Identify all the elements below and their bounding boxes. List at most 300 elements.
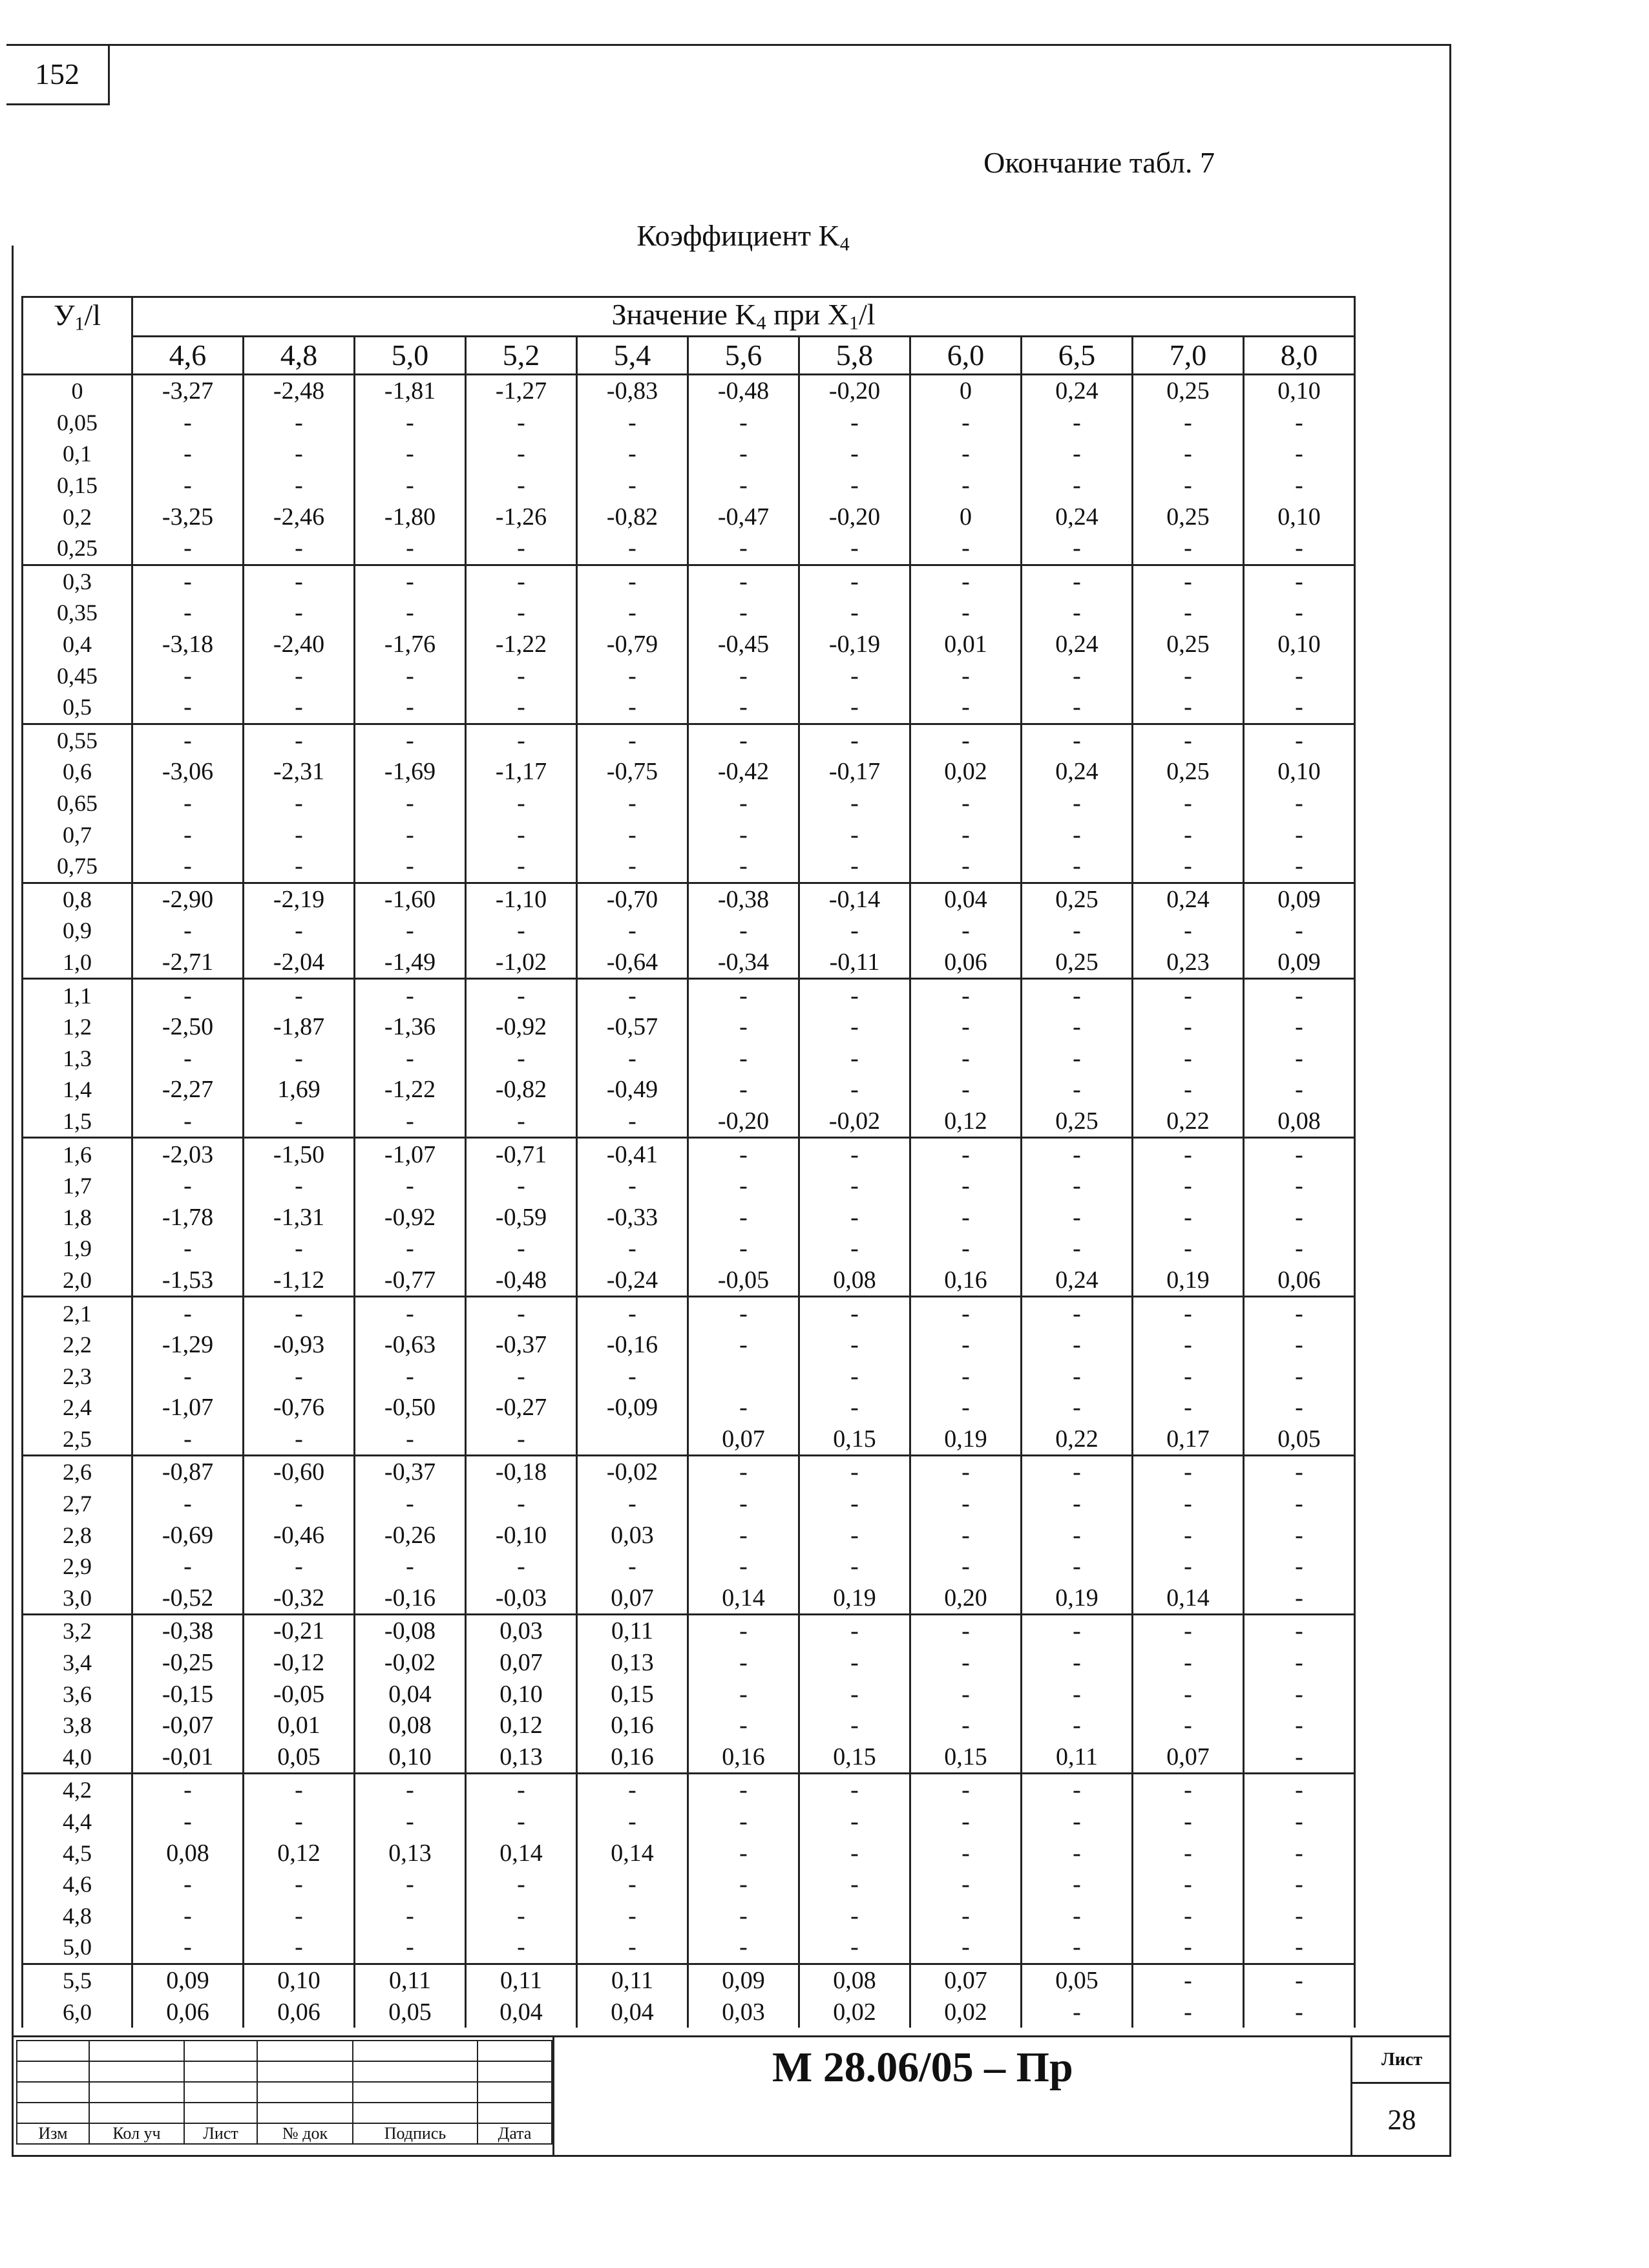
k4-value-cell: 0,25 — [1133, 501, 1244, 532]
k4-value-cell: - — [355, 660, 466, 691]
table-title — [582, 218, 905, 255]
k4-value-cell: - — [910, 850, 1022, 883]
stamp-row — [17, 2082, 552, 2103]
y-ratio-cell: 4,4 — [23, 1806, 132, 1838]
k4-value-cell: - — [244, 407, 355, 439]
k4-value-cell: 0,25 — [1133, 375, 1244, 407]
k4-value-cell: - — [910, 470, 1022, 501]
k4-value-cell: - — [688, 565, 799, 597]
k4-value-cell: - — [577, 470, 688, 501]
k4-value-cell: - — [1022, 565, 1133, 597]
k4-value-cell: - — [1022, 407, 1133, 439]
k4-value-cell: 0,13 — [466, 1741, 577, 1774]
table-row — [23, 1931, 1355, 1964]
k4-value-cell: - — [244, 660, 355, 691]
k4-value-cell: 0,07 — [1133, 1741, 1244, 1774]
k4-value-cell: -1,27 — [466, 375, 577, 407]
k4-value-cell: 0,05 — [1022, 1964, 1133, 1996]
k4-value-cell: - — [466, 470, 577, 501]
k4-value-cell: - — [355, 1042, 466, 1074]
k4-value-cell: 0,22 — [1022, 1423, 1133, 1456]
k4-value-cell: - — [1133, 1138, 1244, 1170]
k4-value-cell: - — [799, 1297, 910, 1329]
x-ratio-column-header: 7,0 — [1133, 337, 1244, 375]
k4-value-cell: - — [244, 565, 355, 597]
k4-value-cell: -1,29 — [132, 1329, 244, 1361]
k4-value-cell: -0,07 — [132, 1710, 244, 1741]
k4-value-cell: 0,24 — [1022, 1265, 1133, 1297]
k4-value-cell: 0,11 — [577, 1615, 688, 1647]
k4-value-cell: -0,05 — [688, 1265, 799, 1297]
k4-value-cell: - — [244, 1869, 355, 1900]
k4-value-cell: -2,40 — [244, 629, 355, 660]
k4-value-cell: 0,12 — [910, 1106, 1022, 1138]
k4-value-cell: - — [1244, 1233, 1355, 1265]
y-header-tail: /l — [84, 299, 101, 331]
x-ratio-column-header: 6,5 — [1022, 337, 1133, 375]
table-row — [23, 1011, 1355, 1043]
k4-value-cell: - — [1244, 1710, 1355, 1741]
y-ratio-cell: 3,0 — [23, 1582, 132, 1615]
k4-value-cell: -1,12 — [244, 1265, 355, 1297]
k4-value-cell: - — [799, 1201, 910, 1233]
k4-value-cell: - — [244, 915, 355, 947]
k4-value-cell: - — [1244, 1170, 1355, 1202]
k4-value-cell: - — [910, 1900, 1022, 1932]
k4-value-cell: - — [688, 850, 799, 883]
k4-value-cell: - — [799, 660, 910, 691]
k4-value-cell: - — [577, 660, 688, 691]
k4-value-cell: - — [355, 1551, 466, 1582]
k4-value-cell: 0,04 — [466, 1996, 577, 2028]
k4-value-cell: - — [1022, 915, 1133, 947]
k4-value-cell: - — [1022, 1138, 1133, 1170]
k4-value-cell: - — [355, 1488, 466, 1520]
k4-value-cell: - — [577, 850, 688, 883]
k4-value-cell: - — [799, 1647, 910, 1679]
table-row — [23, 1900, 1355, 1932]
k4-value-cell: - — [132, 1869, 244, 1900]
k4-value-cell: 0,10 — [1244, 375, 1355, 407]
k4-value-cell: - — [910, 1615, 1022, 1647]
k4-value-cell: -0,15 — [132, 1678, 244, 1710]
k4-value-cell: - — [355, 532, 466, 565]
k4-value-cell: - — [1133, 1329, 1244, 1361]
table-row — [23, 1741, 1355, 1774]
value-header-mid: при X — [766, 298, 850, 331]
table-row — [23, 850, 1355, 883]
k4-value-cell: - — [1022, 1011, 1133, 1043]
sheet-number: 28 — [1387, 2103, 1416, 2136]
table-row — [23, 470, 1355, 501]
k4-value-cell: - — [244, 691, 355, 724]
k4-value-cell: - — [799, 1360, 910, 1392]
y-ratio-cell: 2,9 — [23, 1551, 132, 1582]
k4-value-cell: - — [1133, 1678, 1244, 1710]
table-row — [23, 1678, 1355, 1710]
table-row — [23, 1074, 1355, 1106]
k4-value-cell: - — [1244, 1297, 1355, 1329]
k4-value-cell: - — [132, 850, 244, 883]
y-ratio-cell: 5,5 — [23, 1964, 132, 1996]
k4-value-cell: - — [1244, 1741, 1355, 1774]
k4-value-cell: 0,05 — [244, 1741, 355, 1774]
k4-value-cell: -1,07 — [355, 1138, 466, 1170]
k4-value-cell: - — [1022, 850, 1133, 883]
y-ratio-cell: 2,4 — [23, 1392, 132, 1423]
k4-value-cell: 0,24 — [1022, 756, 1133, 788]
k4-value-cell: - — [466, 819, 577, 850]
k4-value-cell: - — [688, 1392, 799, 1423]
k4-value-cell: - — [1244, 1392, 1355, 1423]
y-ratio-cell: 0,6 — [23, 756, 132, 788]
y-ratio-cell: 1,2 — [23, 1011, 132, 1043]
k4-value-cell: - — [1022, 788, 1133, 819]
k4-value-cell: - — [1244, 1011, 1355, 1043]
stamp-labels-row — [17, 2123, 552, 2144]
k4-value-cell: - — [1244, 1806, 1355, 1838]
k4-value-cell: - — [577, 1297, 688, 1329]
table-title-text: Коэффициент K — [636, 219, 840, 252]
y-ratio-cell: 0 — [23, 375, 132, 407]
k4-value-cell: - — [910, 565, 1022, 597]
k4-value-cell: - — [1244, 1837, 1355, 1869]
k4-value-cell: - — [688, 470, 799, 501]
k4-value-cell: - — [1022, 1297, 1133, 1329]
table-body — [23, 375, 1355, 2028]
k4-value-cell: -0,34 — [688, 947, 799, 979]
k4-value-cell: -0,32 — [244, 1582, 355, 1615]
k4-value-cell: - — [688, 1647, 799, 1679]
k4-value-cell: - — [132, 1042, 244, 1074]
k4-value-cell: - — [1022, 1329, 1133, 1361]
k4-value-cell: -1,31 — [244, 1201, 355, 1233]
y-ratio-cell: 3,2 — [23, 1615, 132, 1647]
k4-value-cell: 0,06 — [910, 947, 1022, 979]
y-ratio-cell: 2,5 — [23, 1423, 132, 1456]
y-ratio-cell: 6,0 — [23, 1996, 132, 2028]
k4-value-cell: - — [910, 979, 1022, 1011]
k4-value-cell: - — [799, 915, 910, 947]
k4-value-cell: - — [910, 660, 1022, 691]
table-row — [23, 947, 1355, 979]
y-ratio-cell: 2,3 — [23, 1360, 132, 1392]
k4-value-cell: - — [799, 1488, 910, 1520]
k4-value-cell: -1,07 — [132, 1392, 244, 1423]
table-row — [23, 1488, 1355, 1520]
k4-value-cell: - — [466, 788, 577, 819]
table-row — [23, 691, 1355, 724]
k4-value-cell: -2,31 — [244, 756, 355, 788]
k4-value-cell: -1,60 — [355, 883, 466, 915]
k4-value-cell: -0,42 — [688, 756, 799, 788]
k4-value-cell: - — [799, 691, 910, 724]
k4-value-cell: - — [132, 1900, 244, 1932]
k4-value-cell: 0,24 — [1133, 883, 1244, 915]
table-row — [23, 1647, 1355, 1679]
k4-value-cell: - — [1133, 1297, 1244, 1329]
k4-value-cell: - — [799, 1138, 910, 1170]
k4-value-cell: -2,04 — [244, 947, 355, 979]
k4-value-cell: -0,24 — [577, 1265, 688, 1297]
k4-value-cell: - — [466, 850, 577, 883]
k4-value-cell: - — [1133, 1170, 1244, 1202]
k4-value-cell: - — [1133, 1360, 1244, 1392]
table-row — [23, 375, 1355, 407]
x-ratio-column-header: 5,2 — [466, 337, 577, 375]
k4-value-cell: - — [799, 1900, 910, 1932]
k4-value-cell: 0,12 — [466, 1710, 577, 1741]
table-row — [23, 565, 1355, 597]
k4-value-cell: -0,71 — [466, 1138, 577, 1170]
k4-value-cell: - — [577, 597, 688, 629]
k4-value-cell: 0,13 — [577, 1647, 688, 1679]
k4-value-cell: -0,92 — [355, 1201, 466, 1233]
k4-value-cell: - — [688, 979, 799, 1011]
k4-value-cell: 0,24 — [1022, 501, 1133, 532]
k4-value-cell: -0,45 — [688, 629, 799, 660]
k4-value-cell: - — [910, 1869, 1022, 1900]
y-ratio-cell: 0,1 — [23, 438, 132, 470]
k4-value-cell: - — [1022, 1900, 1133, 1932]
k4-value-cell: - — [1133, 597, 1244, 629]
k4-value-cell: - — [577, 565, 688, 597]
k4-value-cell: 0,08 — [355, 1710, 466, 1741]
k4-value-cell: - — [1244, 1647, 1355, 1679]
x-ratio-column-header: 4,6 — [132, 337, 244, 375]
k4-value-cell: - — [910, 1360, 1022, 1392]
sheet-number-box — [1352, 2084, 1451, 2154]
k4-value-cell: - — [1244, 979, 1355, 1011]
k4-value-cell: -0,25 — [132, 1647, 244, 1679]
k4-value-cell: -0,33 — [577, 1201, 688, 1233]
k4-value-cell: - — [799, 1806, 910, 1838]
k4-value-cell: -1,10 — [466, 883, 577, 915]
k4-value-cell: - — [1244, 1900, 1355, 1932]
k4-value-cell: - — [1022, 438, 1133, 470]
k4-value-cell: - — [355, 1297, 466, 1329]
k4-value-cell: -0,60 — [244, 1456, 355, 1488]
k4-value-cell: - — [688, 788, 799, 819]
k4-value-cell: - — [132, 407, 244, 439]
k4-value-cell: -3,06 — [132, 756, 244, 788]
y-ratio-cell: 1,1 — [23, 979, 132, 1011]
k4-value-cell: - — [688, 1233, 799, 1265]
k4-value-cell: - — [1133, 1201, 1244, 1233]
k4-value-cell: 0,15 — [577, 1678, 688, 1710]
k4-value-cell: - — [355, 724, 466, 756]
k4-value-cell: - — [1022, 1551, 1133, 1582]
k4-value-cell: 0,01 — [910, 629, 1022, 660]
k4-value-cell: - — [1244, 691, 1355, 724]
k4-value-cell: - — [799, 1329, 910, 1361]
k4-value-cell: -1,02 — [466, 947, 577, 979]
k4-value-cell: - — [799, 724, 910, 756]
k4-value-cell: 0,09 — [1244, 883, 1355, 915]
k4-value-cell: -1,50 — [244, 1138, 355, 1170]
x-ratio-column-header: 5,6 — [688, 337, 799, 375]
k4-value-cell: -0,18 — [466, 1456, 577, 1488]
k4-value-cell: - — [355, 850, 466, 883]
k4-value-cell: - — [688, 532, 799, 565]
k4-value-cell: - — [799, 1170, 910, 1202]
k4-value-cell: -3,18 — [132, 629, 244, 660]
y-ratio-cell: 0,45 — [23, 660, 132, 691]
k4-value-cell: - — [1133, 1074, 1244, 1106]
k4-value-cell: - — [1133, 850, 1244, 883]
x-ratio-column-header: 5,4 — [577, 337, 688, 375]
k4-value-cell: 0,10 — [1244, 501, 1355, 532]
k4-value-cell: -0,09 — [577, 1392, 688, 1423]
k4-value-cell: - — [132, 1551, 244, 1582]
y-ratio-cell: 1,6 — [23, 1138, 132, 1170]
frame-bottom-line — [12, 2155, 1451, 2157]
k4-value-cell: - — [244, 532, 355, 565]
k4-value-cell: 0,10 — [466, 1678, 577, 1710]
table-row — [23, 501, 1355, 532]
stamp-row — [17, 2041, 552, 2061]
k4-value-cell: -1,36 — [355, 1011, 466, 1043]
k4-value-cell: -0,59 — [466, 1201, 577, 1233]
k4-value-cell: -0,19 — [799, 629, 910, 660]
k4-value-cell: -0,01 — [132, 1741, 244, 1774]
k4-value-cell: -0,16 — [355, 1582, 466, 1615]
k4-value-cell: - — [466, 1042, 577, 1074]
k4-value-cell: -0,49 — [577, 1074, 688, 1106]
k4-value-cell: 0,06 — [1244, 1265, 1355, 1297]
k4-value-cell: - — [577, 915, 688, 947]
k4-value-cell: -0,46 — [244, 1519, 355, 1551]
table-row — [23, 1106, 1355, 1138]
k4-value-cell: - — [244, 438, 355, 470]
k4-value-cell: - — [1133, 691, 1244, 724]
k4-value-cell: - — [355, 565, 466, 597]
k4-value-cell: 0,14 — [577, 1837, 688, 1869]
k4-value-cell: - — [1022, 1519, 1133, 1551]
k4-value-cell: - — [688, 1011, 799, 1043]
k4-value-cell: - — [132, 1774, 244, 1806]
k4-value-cell: - — [132, 438, 244, 470]
k4-value-cell: -0,11 — [799, 947, 910, 979]
k4-value-cell: - — [132, 1488, 244, 1520]
k4-value-cell: - — [1133, 470, 1244, 501]
k4-value-cell: -0,87 — [132, 1456, 244, 1488]
frame-right-line — [1449, 44, 1451, 2157]
k4-value-cell: - — [577, 691, 688, 724]
y-ratio-cell: 1,9 — [23, 1233, 132, 1265]
k4-value-cell: - — [466, 979, 577, 1011]
k4-value-cell: - — [1133, 1900, 1244, 1932]
k4-value-cell: - — [355, 597, 466, 629]
k4-value-cell: - — [799, 979, 910, 1011]
k4-value-cell: - — [799, 1710, 910, 1741]
table-row — [23, 1138, 1355, 1170]
stamp-grid — [16, 2040, 552, 2145]
y-ratio-cell: 0,7 — [23, 819, 132, 850]
k4-value-cell: - — [577, 724, 688, 756]
k4-value-cell: - — [910, 1806, 1022, 1838]
k4-value-cell: - — [910, 1170, 1022, 1202]
stamp-field-change: Изм — [17, 2123, 89, 2144]
k4-value-cell: - — [244, 1423, 355, 1456]
k4-value-cell: - — [466, 438, 577, 470]
y-ratio-cell: 0,05 — [23, 407, 132, 439]
k4-value-cell: - — [1244, 565, 1355, 597]
y-ratio-cell: 4,0 — [23, 1741, 132, 1774]
k4-value-cell: - — [1244, 1042, 1355, 1074]
k4-value-cell: - — [1133, 438, 1244, 470]
k4-value-cell: - — [688, 1900, 799, 1932]
k4-value-cell: -0,20 — [688, 1106, 799, 1138]
y-ratio-cell: 4,6 — [23, 1869, 132, 1900]
k4-value-cell: - — [910, 1233, 1022, 1265]
k4-value-cell — [577, 1423, 688, 1456]
table-row — [23, 660, 1355, 691]
k4-value-cell: -0,64 — [577, 947, 688, 979]
k4-value-cell: - — [244, 1360, 355, 1392]
k4-value-cell: - — [688, 1297, 799, 1329]
k4-value-cell: - — [910, 1678, 1022, 1710]
k4-value-cell: - — [244, 788, 355, 819]
k4-value-cell: -0,41 — [577, 1138, 688, 1170]
table-row — [23, 756, 1355, 788]
k4-value-cell: - — [1244, 660, 1355, 691]
y-ratio-cell: 3,6 — [23, 1678, 132, 1710]
k4-value-cell: - — [910, 597, 1022, 629]
stamp-field-signature: Подпись — [353, 2123, 478, 2144]
k4-value-cell: - — [799, 1011, 910, 1043]
k4-value-cell: -0,02 — [799, 1106, 910, 1138]
k4-value-cell: -0,48 — [688, 375, 799, 407]
table-row — [23, 1297, 1355, 1329]
k4-value-cell: 0,04 — [355, 1678, 466, 1710]
k4-value-cell: - — [1022, 660, 1133, 691]
k4-value-cell: - — [799, 788, 910, 819]
sheet-label-box — [1352, 2040, 1451, 2080]
k4-value-cell: - — [910, 1837, 1022, 1869]
y-ratio-cell: 1,8 — [23, 1201, 132, 1233]
k4-value-cell: -1,76 — [355, 629, 466, 660]
k4-value-cell: -1,69 — [355, 756, 466, 788]
k4-value-cell: -0,02 — [577, 1456, 688, 1488]
k4-value-cell: 0,02 — [910, 1996, 1022, 2028]
k4-value-cell: - — [1133, 1615, 1244, 1647]
stamp-row — [17, 2061, 552, 2082]
y-ratio-cell: 0,8 — [23, 883, 132, 915]
k4-value-cell: - — [1133, 1042, 1244, 1074]
y-ratio-cell: 1,0 — [23, 947, 132, 979]
k4-value-cell: -1,78 — [132, 1201, 244, 1233]
k4-value-cell: - — [1133, 1392, 1244, 1423]
k4-value-cell: - — [799, 1931, 910, 1964]
k4-value-cell: - — [466, 1931, 577, 1964]
k4-value-cell: -0,14 — [799, 883, 910, 915]
k4-value-cell: - — [688, 1837, 799, 1869]
k4-value-cell: 0,19 — [910, 1423, 1022, 1456]
k4-value-cell: - — [688, 1806, 799, 1838]
k4-value-cell: - — [1244, 1869, 1355, 1900]
k4-value-cell: 0,05 — [1244, 1423, 1355, 1456]
k4-value-cell: - — [1244, 1201, 1355, 1233]
k4-value-cell: 0,02 — [799, 1996, 910, 2028]
k4-value-cell: - — [577, 1106, 688, 1138]
k4-value-cell: - — [355, 819, 466, 850]
k4-value-cell: - — [244, 1042, 355, 1074]
stamp-row — [17, 2103, 552, 2123]
k4-value-cell: - — [577, 1551, 688, 1582]
table-row — [23, 915, 1355, 947]
k4-value-cell: -0,77 — [355, 1265, 466, 1297]
